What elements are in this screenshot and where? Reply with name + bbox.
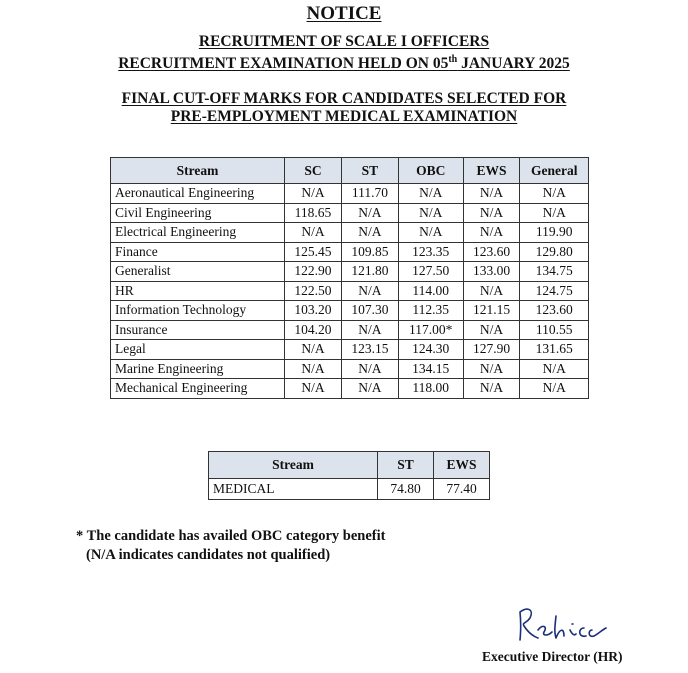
cutoff-cell: 123.60 <box>463 242 520 262</box>
heading-line-2-end: JANUARY 2025 <box>457 55 570 73</box>
table-row <box>209 479 490 500</box>
cutoff-cell: N/A <box>520 184 589 204</box>
cutoff-marks-table <box>110 157 589 399</box>
table-row <box>111 262 589 282</box>
cutoff-cell: 119.90 <box>520 223 589 243</box>
stream-cell: Electrical Engineering <box>111 223 285 243</box>
cutoff-cell: N/A <box>285 184 342 204</box>
stream-cell: Generalist <box>111 262 285 282</box>
cutoff-cell: 74.80 <box>378 479 434 500</box>
column-header: ST <box>378 452 434 479</box>
cutoff-cell: 103.20 <box>285 301 342 321</box>
stream-cell: Finance <box>111 242 285 262</box>
cutoff-cell: N/A <box>398 223 463 243</box>
stream-cell: Legal <box>111 340 285 360</box>
cutoff-cell: N/A <box>463 281 520 301</box>
heading-line-2-text: RECRUITMENT EXAMINATION HELD ON 05 <box>118 55 449 73</box>
stream-cell: Civil Engineering <box>111 203 285 223</box>
cutoff-cell: 117.00* <box>398 320 463 340</box>
cutoff-cell: 77.40 <box>434 479 490 500</box>
signature-mark <box>512 600 622 645</box>
cutoff-cell: N/A <box>463 320 520 340</box>
stream-cell: HR <box>111 281 285 301</box>
table-header-row <box>111 158 589 184</box>
column-header: ST <box>341 158 398 184</box>
cutoff-cell: 127.90 <box>463 340 520 360</box>
recruitment-heading <box>0 33 688 73</box>
stream-cell: Aeronautical Engineering <box>111 184 285 204</box>
cutoff-cell: N/A <box>341 320 398 340</box>
cutoff-cell: 121.80 <box>341 262 398 282</box>
footnote-line-1: * The candidate has availed OBC category benefit <box>76 528 386 544</box>
cutoff-cell: 107.30 <box>341 301 398 321</box>
column-header: Stream <box>209 452 378 479</box>
cutoff-cell: 131.65 <box>520 340 589 360</box>
cutoff-cell: N/A <box>341 379 398 399</box>
table-row <box>111 184 589 204</box>
cutoff-cell: 134.75 <box>520 262 589 282</box>
cutoff-cell: 134.15 <box>398 359 463 379</box>
notice-title: NOTICE <box>306 3 382 24</box>
cutoff-cell: 127.50 <box>398 262 463 282</box>
footnote <box>76 527 385 565</box>
table-row <box>111 340 589 360</box>
stream-cell: Mechanical Engineering <box>111 379 285 399</box>
column-header: Stream <box>111 158 285 184</box>
cutoff-cell: N/A <box>341 223 398 243</box>
cutoff-cell: 122.50 <box>285 281 342 301</box>
signatory-title: Executive Director (HR) <box>482 649 623 664</box>
cutoff-cell: 109.85 <box>341 242 398 262</box>
cutoff-cell: 123.15 <box>341 340 398 360</box>
table-header-row <box>209 452 490 479</box>
heading-line-1: RECRUITMENT OF SCALE I OFFICERS <box>198 33 490 50</box>
cutoff-cell: N/A <box>463 184 520 204</box>
cutoff-cell: N/A <box>463 359 520 379</box>
cutoff-cell: N/A <box>398 203 463 223</box>
cutoff-cell: N/A <box>520 379 589 399</box>
cutoff-cell: N/A <box>285 340 342 360</box>
cutoff-cell: N/A <box>398 184 463 204</box>
cutoff-cell: N/A <box>463 379 520 399</box>
cutoff-cell: N/A <box>285 379 342 399</box>
table-row <box>111 203 589 223</box>
cutoff-cell: 124.75 <box>520 281 589 301</box>
stream-cell: Information Technology <box>111 301 285 321</box>
cutoff-cell: 118.00 <box>398 379 463 399</box>
table-row <box>111 359 589 379</box>
cutoff-cell: 110.55 <box>520 320 589 340</box>
stream-cell: Insurance <box>111 320 285 340</box>
stream-cell: Marine Engineering <box>111 359 285 379</box>
medical-cutoff-table <box>208 451 490 500</box>
column-header: EWS <box>434 452 490 479</box>
subheading-line-1: FINAL CUT-OFF MARKS FOR CANDIDATES SELECTED FOR <box>121 90 567 107</box>
cutoff-cell: 124.30 <box>398 340 463 360</box>
cutoff-heading <box>0 90 688 126</box>
heading-line-2 <box>0 51 688 73</box>
column-header: General <box>520 158 589 184</box>
table-row <box>111 379 589 399</box>
cutoff-cell: 133.00 <box>463 262 520 282</box>
cutoff-cell: N/A <box>463 203 520 223</box>
footnote-line-2: (N/A indicates candidates not qualified) <box>86 547 331 563</box>
table-row <box>111 301 589 321</box>
table-row <box>111 281 589 301</box>
table-row <box>111 223 589 243</box>
cutoff-cell: 123.35 <box>398 242 463 262</box>
cutoff-cell: N/A <box>341 281 398 301</box>
cutoff-cell: 111.70 <box>341 184 398 204</box>
cutoff-cell: N/A <box>341 203 398 223</box>
cutoff-cell: N/A <box>520 203 589 223</box>
column-header: SC <box>285 158 342 184</box>
heading-line-2-sup: th <box>448 54 458 65</box>
table-row <box>111 320 589 340</box>
cutoff-cell: N/A <box>341 359 398 379</box>
cutoff-cell: 123.60 <box>520 301 589 321</box>
cutoff-cell: 114.00 <box>398 281 463 301</box>
column-header: OBC <box>398 158 463 184</box>
cutoff-cell: N/A <box>285 223 342 243</box>
cutoff-cell: 122.90 <box>285 262 342 282</box>
cutoff-cell: N/A <box>285 359 342 379</box>
cutoff-cell: N/A <box>463 223 520 243</box>
subheading-line-2: PRE-EMPLOYMENT MEDICAL EXAMINATION <box>170 108 518 125</box>
cutoff-cell: 104.20 <box>285 320 342 340</box>
cutoff-cell: 129.80 <box>520 242 589 262</box>
column-header: EWS <box>463 158 520 184</box>
cutoff-cell: 121.15 <box>463 301 520 321</box>
cutoff-cell: 112.35 <box>398 301 463 321</box>
stream-cell: MEDICAL <box>209 479 378 500</box>
cutoff-cell: N/A <box>520 359 589 379</box>
table-row <box>111 242 589 262</box>
cutoff-cell: 125.45 <box>285 242 342 262</box>
cutoff-cell: 118.65 <box>285 203 342 223</box>
